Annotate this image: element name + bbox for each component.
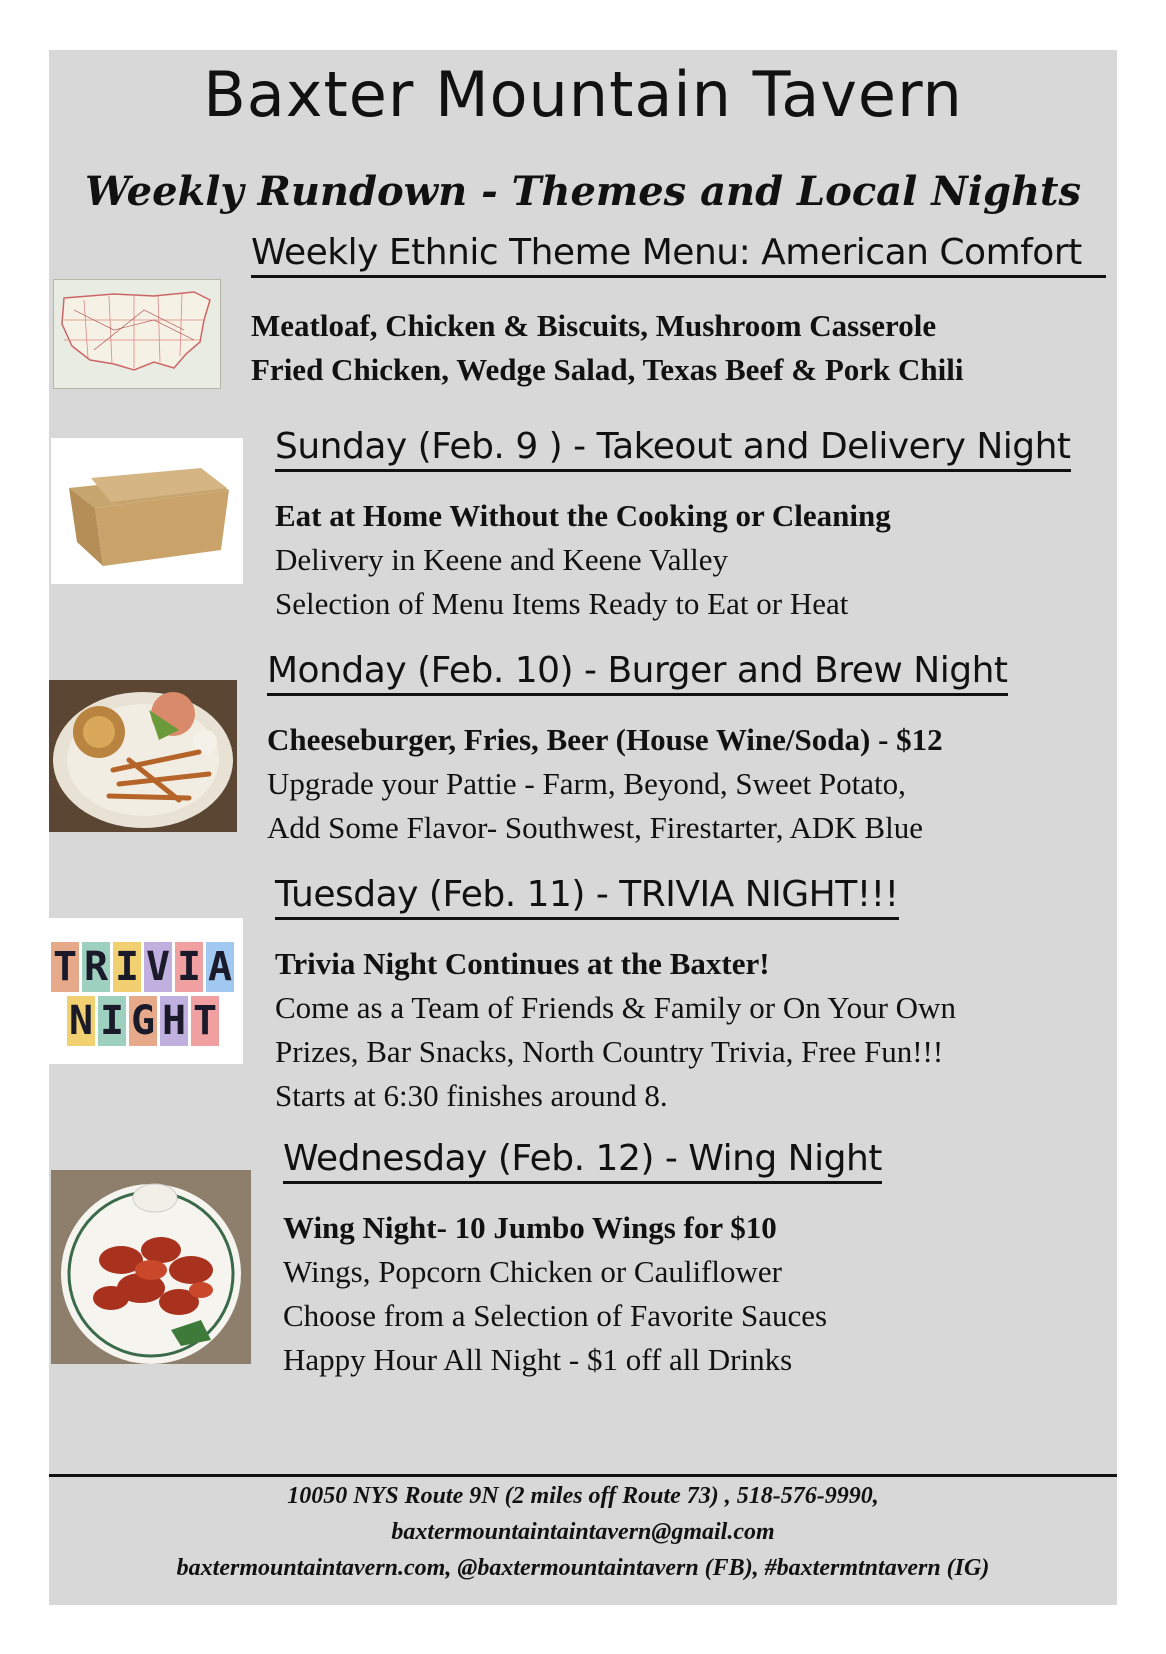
menu-line: Meatloaf, Chicken & Biscuits, Mushroom Casserole xyxy=(251,308,937,343)
section-tuesday xyxy=(275,874,956,1118)
menu-line: Add Some Flavor- Southwest, Firestarter, ADK Blue xyxy=(267,810,923,845)
footer-divider xyxy=(49,1474,1117,1477)
trivia-letter: A xyxy=(207,944,233,990)
flyer-sheet xyxy=(49,50,1117,1605)
menu-line: Come as a Team of Friends & Family or On Your Own xyxy=(275,990,956,1025)
menu-line: Upgrade your Pattie - Farm, Beyond, Sweet Potato, xyxy=(267,766,906,801)
section-american-comfort xyxy=(251,232,1106,392)
flyer-subtitle: Weekly Rundown - Themes and Local Nights xyxy=(84,168,1082,215)
menu-line: Delivery in Keene and Keene Valley xyxy=(275,542,729,577)
trivia-letter: I xyxy=(114,944,140,990)
section-wednesday xyxy=(283,1138,882,1382)
menu-line: Starts at 6:30 finishes around 8. xyxy=(275,1078,668,1113)
menu-line: Prizes, Bar Snacks, North Country Trivia, Free Fun!!! xyxy=(275,1034,944,1069)
section-sunday xyxy=(275,426,1071,626)
trivia-letter: I xyxy=(99,998,125,1044)
footer-address: 10050 NYS Route 9N (2 miles off Route 73) , 518-576-9990, xyxy=(287,1483,879,1509)
trivia-letter: N xyxy=(68,998,94,1044)
wings-plate-icon xyxy=(51,1170,251,1364)
takeout-box-icon xyxy=(51,438,243,584)
footer-contact xyxy=(49,1478,1117,1586)
trivia-letter: R xyxy=(83,944,109,990)
trivia-letter: T xyxy=(52,944,78,990)
us-map-icon xyxy=(53,279,221,389)
trivia-letter: T xyxy=(192,998,218,1044)
section-heading: Wednesday (Feb. 12) - Wing Night xyxy=(283,1138,882,1184)
menu-line: Fried Chicken, Wedge Salad, Texas Beef & Pork Chili xyxy=(251,352,964,387)
menu-line: Wing Night- 10 Jumbo Wings for $10 xyxy=(283,1210,777,1245)
menu-line: Wings, Popcorn Chicken or Cauliflower xyxy=(283,1254,782,1289)
menu-line: Cheeseburger, Fries, Beer (House Wine/Soda) - $12 xyxy=(267,722,943,757)
trivia-letter: G xyxy=(130,998,156,1044)
section-monday xyxy=(267,650,1008,850)
section-heading: Tuesday (Feb. 11) - TRIVIA NIGHT!!! xyxy=(275,874,899,920)
menu-line: Eat at Home Without the Cooking or Cleaning xyxy=(275,498,891,533)
section-heading: Sunday (Feb. 9 ) - Takeout and Delivery Night xyxy=(275,426,1071,472)
footer-web-social: baxtermountaintavern.com, @baxtermountaintavern (FB), #baxtermtntavern (IG) xyxy=(176,1555,990,1581)
trivia-letter: H xyxy=(161,998,187,1044)
trivia-night-logo xyxy=(49,918,243,1064)
menu-line: Trivia Night Continues at the Baxter! xyxy=(275,946,770,981)
section-heading: Weekly Ethnic Theme Menu: American Comfort xyxy=(251,232,1106,278)
section-heading: Monday (Feb. 10) - Burger and Brew Night xyxy=(267,650,1008,696)
tavern-title: Baxter Mountain Tavern xyxy=(203,58,963,131)
trivia-letter: I xyxy=(176,944,202,990)
footer-email: baxtermountaintaintavern@gmail.com xyxy=(391,1519,775,1545)
menu-line: Choose from a Selection of Favorite Sauces xyxy=(283,1298,828,1333)
menu-line: Happy Hour All Night - $1 off all Drinks xyxy=(283,1342,793,1377)
trivia-letter: V xyxy=(145,944,171,990)
menu-line: Selection of Menu Items Ready to Eat or Heat xyxy=(275,586,849,621)
burger-plate-icon xyxy=(49,680,237,832)
